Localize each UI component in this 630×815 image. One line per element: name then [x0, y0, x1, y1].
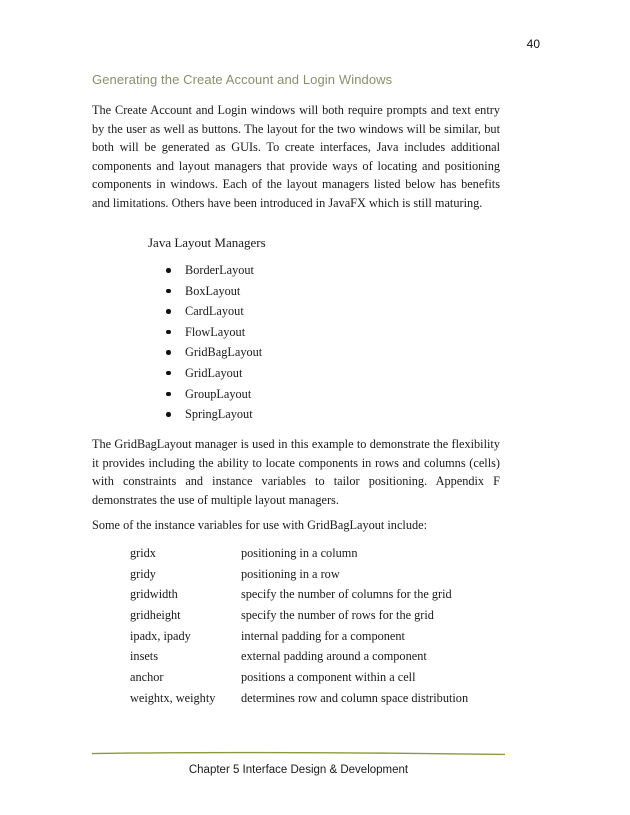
table-row: [130, 646, 468, 667]
var-name: gridy: [130, 566, 156, 581]
var-name: weightx, weighty: [130, 690, 216, 705]
footer-rule-line: [92, 753, 505, 755]
var-description: internal padding for a component: [241, 628, 405, 643]
table-row: [130, 667, 468, 688]
var-description: positions a component within a cell: [241, 669, 416, 684]
var-name: anchor: [130, 669, 164, 684]
table-row: [130, 626, 468, 647]
footer-rule: [92, 751, 505, 756]
var-name: gridx: [130, 545, 156, 560]
list-item: GridBagLayout: [166, 342, 262, 363]
var-description: positioning in a column: [241, 545, 358, 560]
var-name: insets: [130, 649, 159, 664]
list-item: GroupLayout: [166, 384, 262, 405]
list-item: SpringLayout: [166, 404, 262, 425]
var-description: positioning in a row: [241, 566, 340, 581]
layout-managers-list: [166, 260, 262, 425]
page-number: 40: [526, 37, 540, 51]
instance-vars-intro: Some of the instance variables for use with GridBagLayout include:: [92, 518, 428, 532]
var-name: ipadx, ipady: [130, 628, 191, 643]
var-description: specify the number of columns for the grid: [241, 587, 452, 602]
list-item: GridLayout: [166, 363, 262, 384]
table-row: [130, 564, 468, 585]
list-item: FlowLayout: [166, 322, 262, 343]
var-name: gridheight: [130, 607, 181, 622]
list-item: BorderLayout: [166, 260, 262, 281]
layout-managers-title: Java Layout Managers: [148, 235, 266, 250]
gridbag-paragraph: The GridBagLayout manager is used in this example to demonstrate the flexibility it provides including the ability to locate components in rows and columns (cells) with constraints and instance variables to tailor positioning. Appendix F demonstrates the use of multiple layout managers.: [92, 437, 500, 507]
footer-text: Chapter 5 Interface Design & Development: [188, 764, 409, 776]
table-row: [130, 688, 468, 709]
list-item: CardLayout: [166, 301, 262, 322]
table-row: [130, 584, 468, 605]
table-row: [130, 605, 468, 626]
instance-vars-table: [130, 543, 468, 709]
var-description: determines row and column space distribution: [241, 690, 469, 705]
var-description: specify the number of rows for the grid: [241, 607, 434, 622]
list-item: BoxLayout: [166, 281, 262, 302]
table-row: [130, 543, 468, 564]
var-description: external padding around a component: [241, 649, 427, 664]
var-name: gridwidth: [130, 587, 178, 602]
section-heading: Generating the Create Account and Login Windows: [92, 72, 393, 87]
intro-paragraph: The Create Account and Login windows will both require prompts and text entry by the user as well as buttons. The layout for the two windows will be similar, but both will be generated as GUIs. To create interfaces, Java includes additional components and layout managers that provide ways of locating and positioning components in windows. Each of the layout managers listed below has benefits and limitations. Others have been introduced in JavaFX which is still maturing.: [92, 103, 500, 210]
